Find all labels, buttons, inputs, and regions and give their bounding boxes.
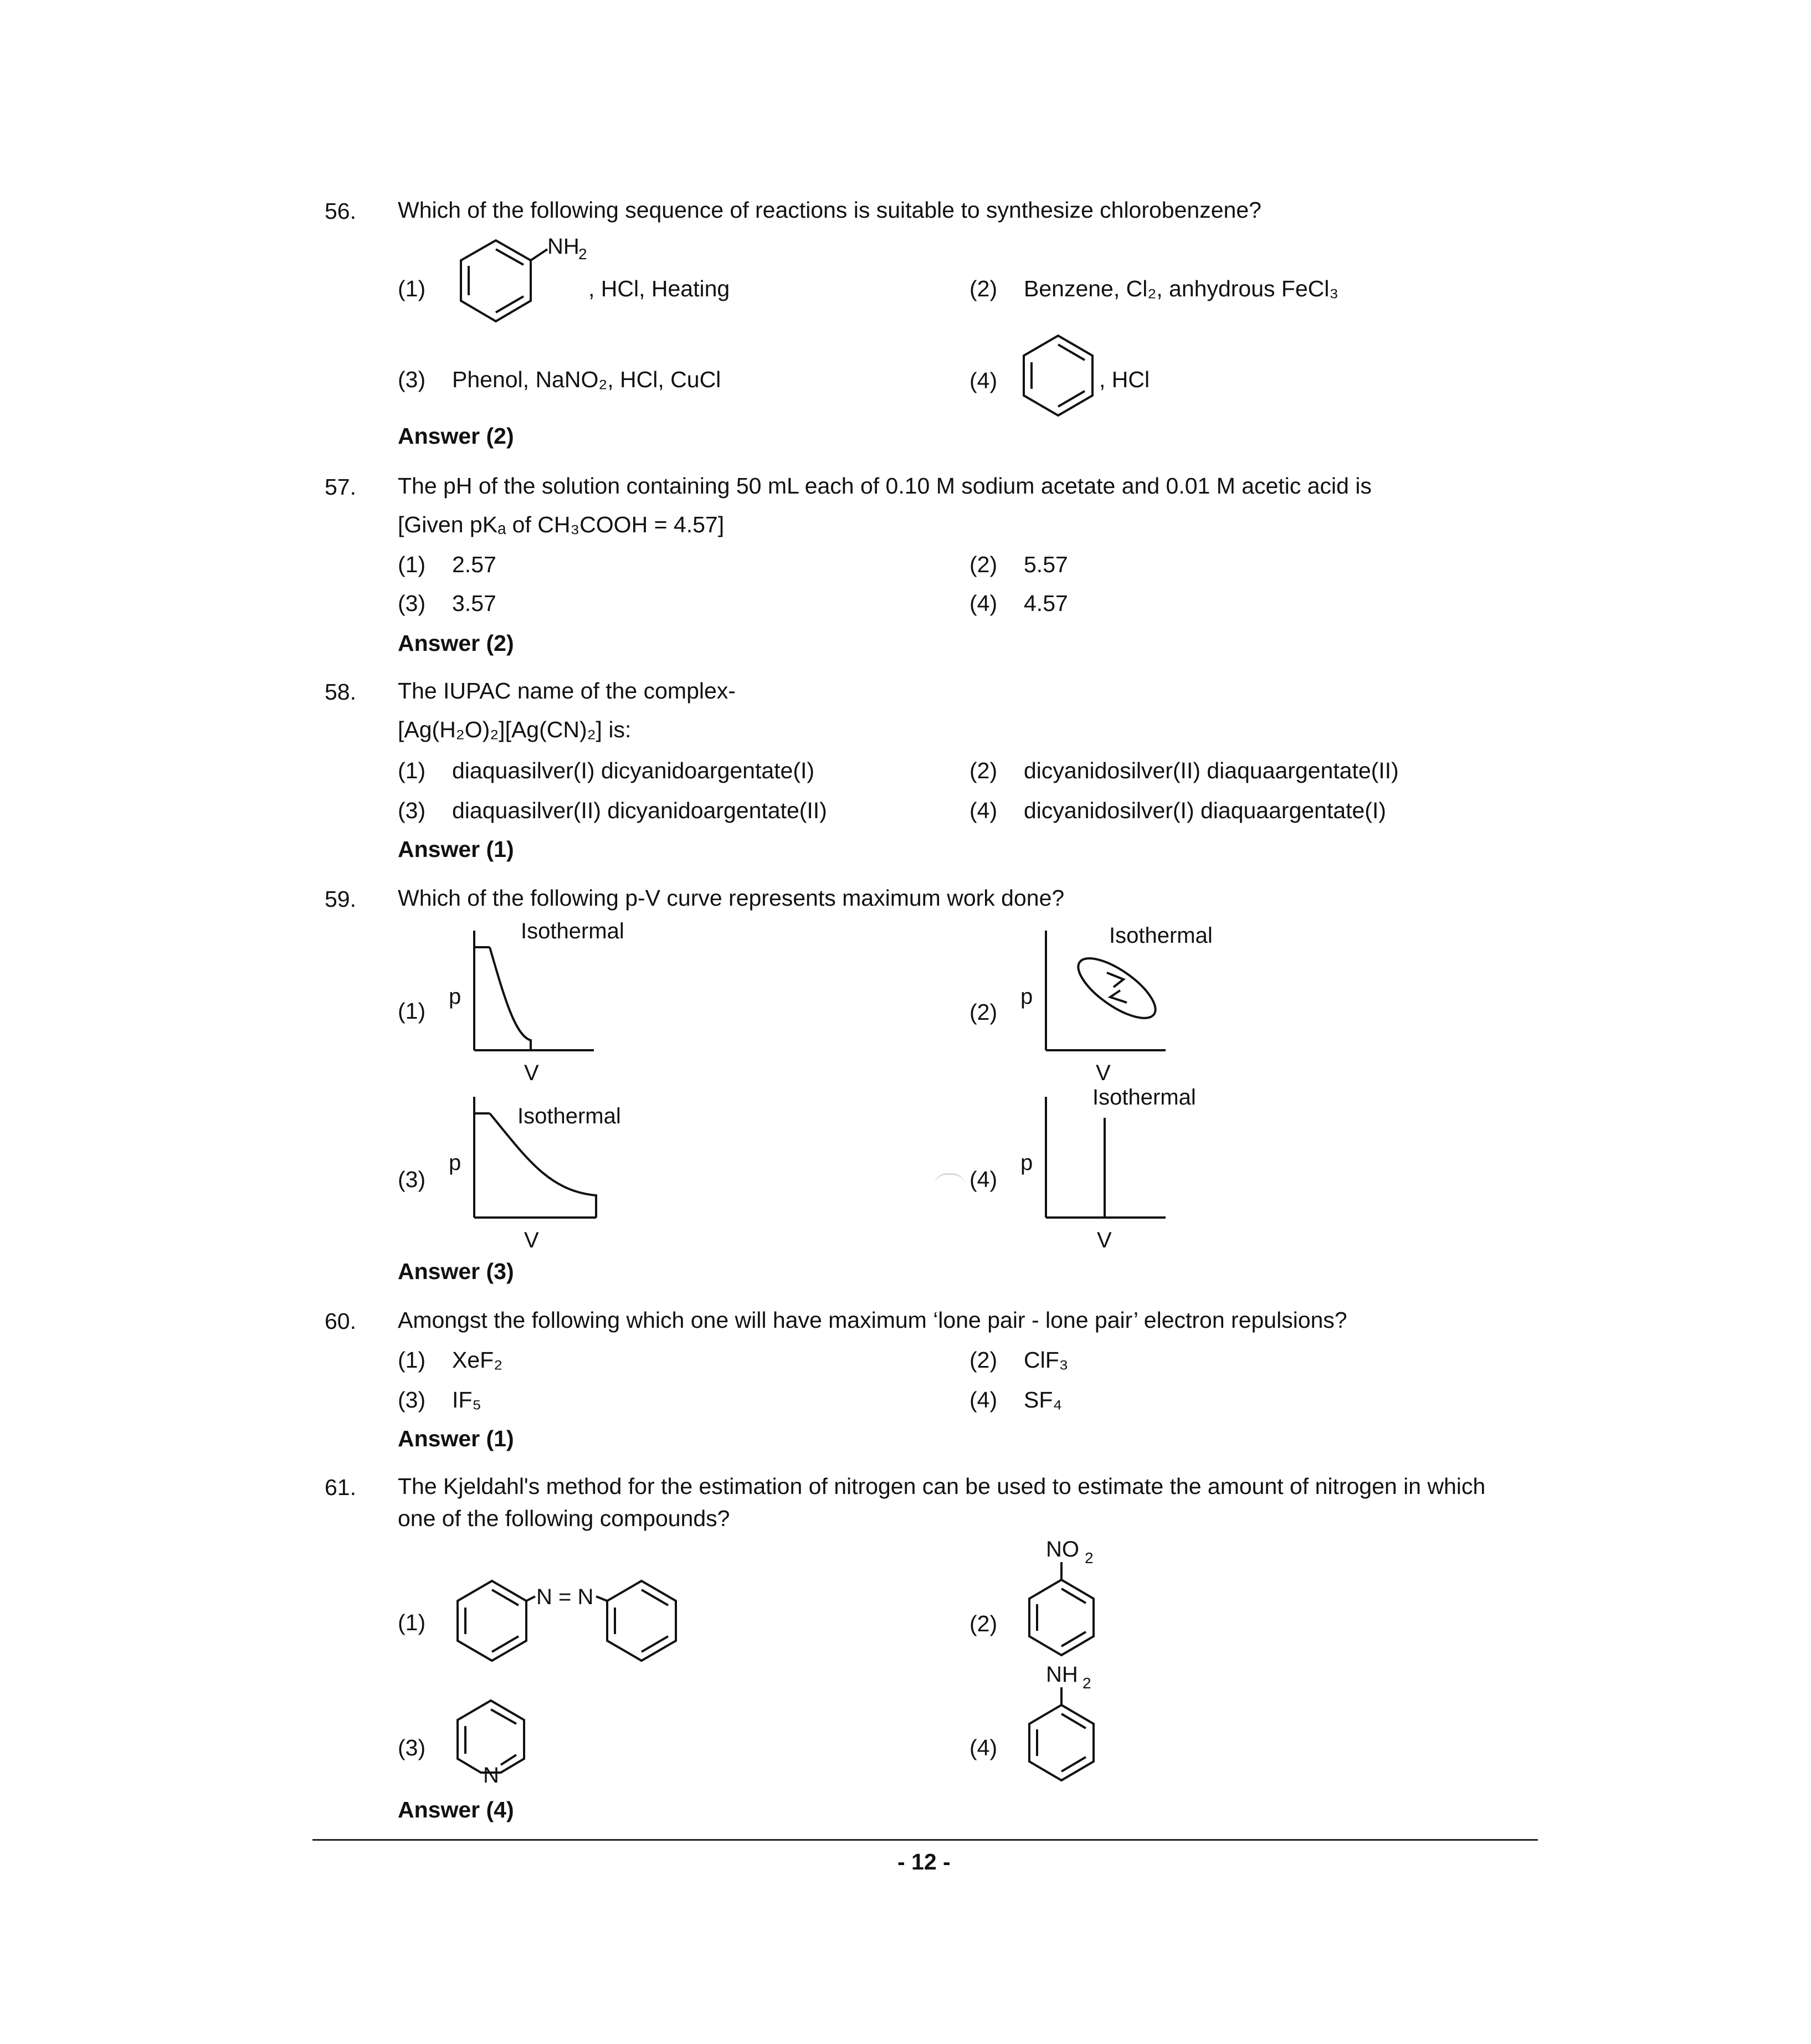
option-label: (1) [398, 758, 426, 783]
azo-group-label: N = N [536, 1585, 594, 1609]
option-text: , HCl [1099, 367, 1150, 392]
question-number: 59. [325, 886, 356, 912]
option-text: , HCl, Heating [588, 276, 730, 301]
aniline-group-label: NH [547, 234, 579, 259]
option-label: (2) [969, 276, 998, 301]
azobenzene-structure [443, 1568, 698, 1667]
option-label: (2) [969, 758, 998, 783]
answer: Answer (2) [398, 630, 514, 656]
option-label: (3) [398, 1735, 426, 1760]
option-text: 3.57 [452, 590, 496, 616]
question-stem-line2: one of the following compounds? [398, 1506, 730, 1531]
question-stem: Amongst the following which one will have maximum ‘lone pair - lone pair’ electron repulsions? [398, 1307, 1347, 1333]
option-text: dicyanidosilver(I) diaquaargentate(I) [1024, 798, 1387, 823]
pyridine-n-label: N [483, 1763, 499, 1788]
option-text: Phenol, NaNO₂, HCl, CuCl [452, 367, 721, 392]
option-label: (3) [398, 798, 426, 823]
option-label: (3) [398, 1167, 426, 1192]
graph-title: Isothermal [1109, 923, 1213, 948]
option-text: diaquasilver(II) dicyanidoargentate(II) [452, 798, 827, 823]
question-stem-line1: The Kjeldahl's method for the estimation of nitrogen can be used to estimate the amount of nitrogen in which [398, 1473, 1486, 1499]
option-label: (4) [969, 368, 998, 393]
answer: Answer (4) [398, 1797, 514, 1822]
option-label: (4) [969, 590, 998, 616]
pv-graph-4 [1015, 1080, 1248, 1257]
option-label: (4) [969, 1735, 998, 1760]
graph-title: Isothermal [1092, 1085, 1196, 1110]
option-label: (4) [969, 1167, 998, 1192]
option-label: (2) [969, 552, 998, 577]
option-label: (1) [398, 276, 426, 301]
pyridine-structure [443, 1689, 543, 1795]
answer: Answer (2) [398, 423, 514, 449]
y-axis-label: p [1020, 1151, 1033, 1175]
question-number: 60. [325, 1308, 356, 1334]
option-label: (2) [969, 1611, 998, 1636]
option-label: (3) [398, 1387, 426, 1413]
option-label: (4) [969, 1387, 998, 1413]
option-text: IF₅ [452, 1387, 481, 1413]
question-number: 57. [325, 474, 356, 500]
option-text: ClF₃ [1024, 1347, 1069, 1373]
x-axis-label: V [1097, 1228, 1112, 1252]
question-number: 58. [325, 679, 356, 705]
graph-title: Isothermal [521, 919, 624, 943]
amino-group-subscript: 2 [1083, 1675, 1091, 1692]
nitro-group-subscript: 2 [1085, 1549, 1094, 1567]
footer-rule [312, 1839, 1538, 1841]
aniline-structure-2 [1012, 1660, 1111, 1793]
option-label: (1) [398, 1610, 426, 1635]
option-text: 2.57 [452, 552, 496, 577]
question-stem-line1: The IUPAC name of the complex- [398, 678, 736, 703]
question-number: 56. [325, 198, 356, 224]
pv-graph-2 [1015, 920, 1248, 1091]
graph-title: Isothermal [517, 1104, 621, 1128]
x-axis-label: V [524, 1228, 539, 1252]
y-axis-label: p [449, 1151, 461, 1175]
nitro-group-label: NO [1046, 1537, 1079, 1562]
option-label: (3) [398, 367, 426, 392]
question-stem: Which of the following sequence of reactions is suitable to synthesize chlorobenzene? [398, 197, 1261, 223]
option-label: (2) [969, 1347, 998, 1373]
answer: Answer (1) [398, 1426, 514, 1451]
option-text: diaquasilver(I) dicyanidoargentate(I) [452, 758, 815, 783]
option-label: (1) [398, 1347, 426, 1373]
option-text: 5.57 [1024, 552, 1068, 577]
question-stem-line2: [Ag(H₂O)₂][Ag(CN)₂] is: [398, 717, 632, 742]
answer: Answer (1) [398, 836, 514, 862]
question-number: 61. [325, 1475, 356, 1500]
question-stem-line1: The pH of the solution containing 50 mL each of 0.10 M sodium acetate and 0.01 M acetic acid is [398, 473, 1372, 499]
option-label: (1) [398, 998, 426, 1024]
scan-mark [934, 1173, 965, 1186]
answer: Answer (3) [398, 1259, 514, 1284]
option-text: XeF₂ [452, 1347, 503, 1373]
question-stem: Which of the following p-V curve represents maximum work done? [398, 885, 1065, 911]
page-number: - 12 - [897, 1849, 951, 1874]
nitrobenzene-structure [1012, 1534, 1111, 1667]
benzene-structure [1018, 331, 1107, 420]
y-axis-label: p [1020, 984, 1033, 1009]
pv-graph-1 [443, 914, 632, 1091]
aniline-structure [449, 233, 593, 327]
question-stem-line2: [Given pKₐ of CH₃COOH = 4.57] [398, 512, 725, 537]
x-axis-label: V [524, 1061, 539, 1085]
option-label: (3) [398, 590, 426, 616]
option-text: Benzene, Cl₂, anhydrous FeCl₃ [1024, 276, 1339, 301]
pv-graph-3 [443, 1086, 632, 1257]
option-text: SF₄ [1024, 1387, 1063, 1413]
option-label: (2) [969, 999, 998, 1025]
y-axis-label: p [449, 984, 461, 1009]
option-text: 4.57 [1024, 590, 1068, 616]
option-label: (4) [969, 798, 998, 823]
amino-group-label: NH [1046, 1662, 1078, 1687]
option-label: (1) [398, 552, 426, 577]
aniline-group-subscript: 2 [578, 245, 587, 263]
x-axis-label: V [1096, 1061, 1111, 1085]
option-text: dicyanidosilver(II) diaquaargentate(II) [1024, 758, 1399, 783]
